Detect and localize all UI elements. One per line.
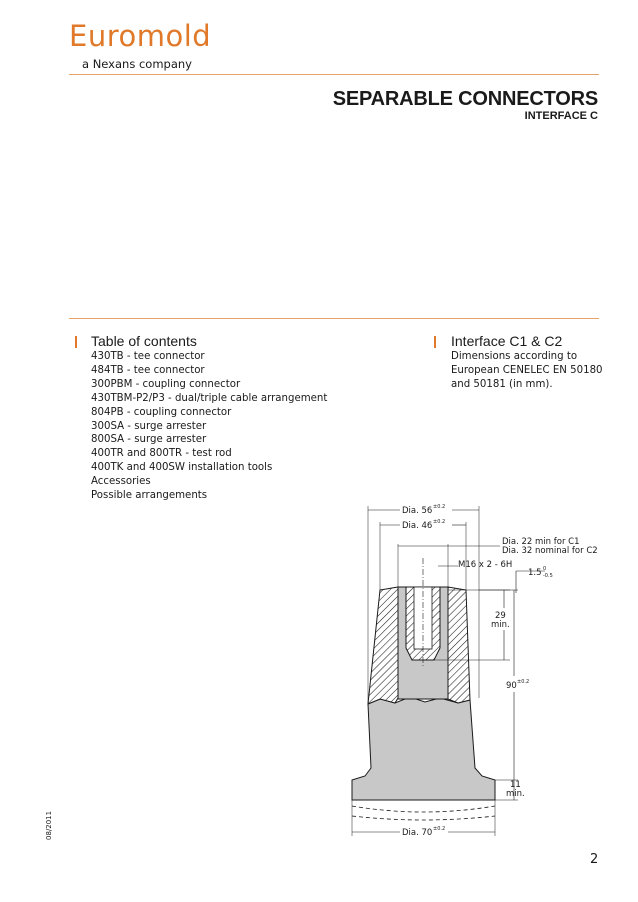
revision-date: 08/2011 <box>45 810 53 840</box>
toc-item[interactable]: 400TR and 800TR - test rod <box>91 448 232 460</box>
cone-left-wall <box>368 587 398 704</box>
interface-marker <box>434 336 436 348</box>
dim-29-note: min. <box>491 620 510 630</box>
dim-dia70-tol: ±0.2 <box>433 826 446 832</box>
brand-logo: Euromold <box>69 19 212 53</box>
dim-dia56-label: Dia. 56 <box>402 506 433 516</box>
body-lower <box>352 697 495 800</box>
toc-item[interactable]: 430TB - tee connector <box>91 351 205 362</box>
dim-1-5-label: 1.5 <box>528 568 542 578</box>
section-rule <box>69 318 599 319</box>
toc-item[interactable]: Accessories <box>91 476 151 488</box>
interface-description <box>451 350 621 392</box>
toc-item[interactable]: 804PB - coupling connector <box>91 406 232 418</box>
interface-c-drawing <box>340 498 610 848</box>
header-rule <box>69 74 599 75</box>
dim-1-5-tol-up: 0 <box>543 566 547 572</box>
dim-29-label: 29 <box>495 611 506 621</box>
page-number: 2 <box>590 852 599 867</box>
dim-11-label: 11 <box>510 780 521 790</box>
dim-1-5-tol-down: -0.5 <box>543 573 553 579</box>
dim-90-tol: ±0.2 <box>517 679 530 685</box>
toc-item[interactable]: 400TK and 400SW installation tools <box>91 462 273 474</box>
interface-line: European CENELEC EN 50180 <box>451 364 603 376</box>
toc-item[interactable]: 484TB - tee connector <box>91 364 205 376</box>
toc-item[interactable]: 800SA - surge arrester <box>91 434 207 446</box>
dim-dia22-label: Dia. 22 min for C1 <box>502 537 580 547</box>
document-title: SEPARABLE CONNECTORS <box>332 88 598 110</box>
dim-11-note: min. <box>506 789 525 799</box>
dim-dia70-label: Dia. 70 <box>402 828 433 838</box>
toc-item[interactable]: Possible arrangements <box>91 490 208 502</box>
dim-dia56-tol: ±0.2 <box>433 504 446 510</box>
dim-dia46-label: Dia. 46 <box>402 521 433 531</box>
interface-heading: Interface C1 & C2 <box>451 333 563 349</box>
toc-item[interactable]: 300SA - surge arrester <box>91 420 207 432</box>
interface-line: Dimensions according to <box>451 351 578 362</box>
toc-item[interactable]: 430TBM-P2/P3 - dual/triple cable arrangement <box>91 392 328 404</box>
dim-dia46-tol: ±0.2 <box>433 519 446 525</box>
toc-marker <box>75 336 77 348</box>
toc-list <box>91 350 327 503</box>
brand-tagline: a Nexans company <box>82 57 192 71</box>
base-dashed <box>352 806 495 812</box>
toc-heading: Table of contents <box>91 333 197 349</box>
dim-dia32-label: Dia. 32 nominal for C2 <box>502 546 598 556</box>
dim-90-label: 90 <box>506 681 517 691</box>
document-subtitle: INTERFACE C <box>524 110 598 122</box>
toc-item[interactable]: 300PBM - coupling connector <box>91 378 241 390</box>
cone-right-wall <box>448 587 470 703</box>
interface-line: and 50181 (in mm). <box>451 378 553 390</box>
dim-thread-label: M16 x 2 - 6H <box>458 560 513 570</box>
